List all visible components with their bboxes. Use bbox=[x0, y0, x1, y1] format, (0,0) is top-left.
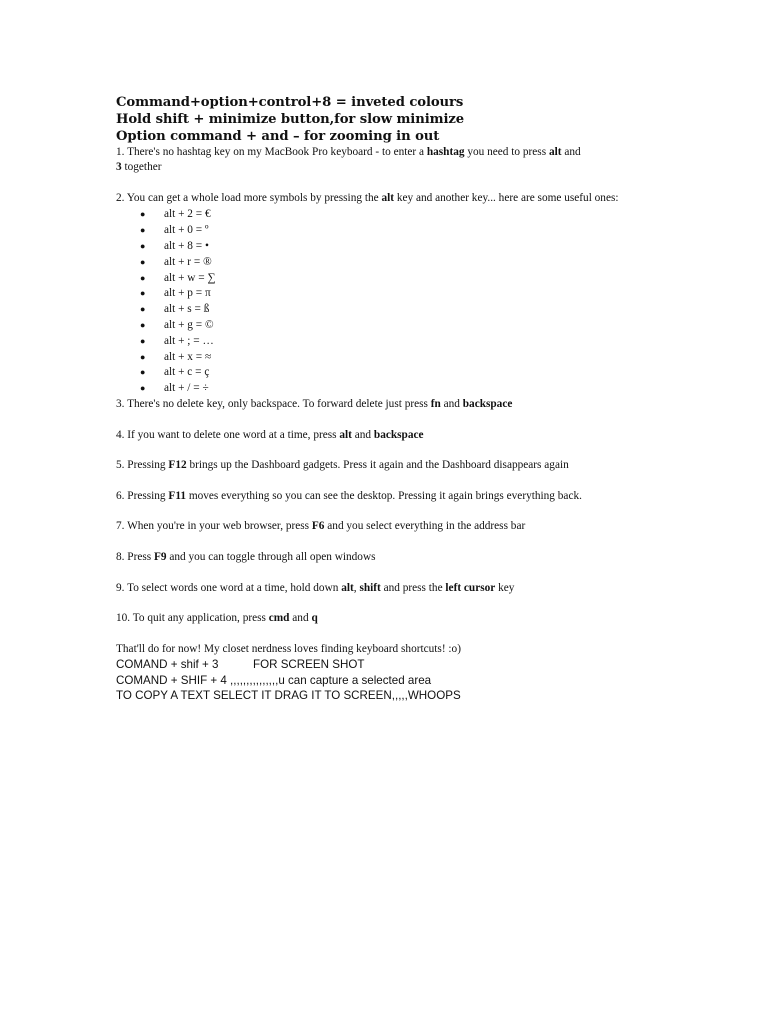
list-item: ● alt + g = © bbox=[116, 318, 656, 334]
bullet-icon: ● bbox=[140, 272, 146, 283]
note-screenshot: COMAND + shif + 3 FOR SCREEN SHOT bbox=[116, 658, 365, 672]
bullet-icon: ● bbox=[140, 256, 146, 267]
tip-8-windows: 8. Press F9 and you can toggle through all open windows bbox=[116, 550, 376, 563]
note-copy-text: TO COPY A TEXT SELECT IT DRAG IT TO SCREEN,,,,,WHOOPS bbox=[116, 688, 461, 702]
list-item: ● alt + / = ÷ bbox=[116, 381, 656, 397]
tip-1-hashtag: 1. There's no hashtag key on my MacBook Pro keyboard - to enter a hashtag you need to press alt and 3 together bbox=[116, 146, 581, 174]
tip-6-desktop: 6. Pressing F11 moves everything so you can see the desktop. Pressing it again brings everything back. bbox=[116, 489, 582, 502]
heading-zoom: Option command + and – for zooming in out bbox=[116, 129, 440, 144]
tip-9-select-words: 9. To select words one word at a time, hold down alt, shift and press the left cursor key bbox=[116, 581, 515, 594]
bullet-icon: ● bbox=[140, 319, 146, 330]
heading-block bbox=[116, 94, 656, 145]
bullet-icon: ● bbox=[140, 288, 146, 299]
bullet-icon: ● bbox=[140, 241, 146, 251]
heading-slow-minimize: Hold shift + minimize button,for slow minimize bbox=[116, 112, 465, 127]
bullet-icon: ● bbox=[140, 304, 146, 315]
tip-4-delete-word: 4. If you want to delete one word at a time, press alt and backspace bbox=[116, 428, 424, 441]
document-body bbox=[116, 94, 656, 703]
symbol-list bbox=[116, 207, 656, 397]
bullet-icon: ● bbox=[140, 351, 146, 362]
bullet-icon: ● bbox=[140, 225, 146, 236]
list-item: ● alt + 0 = º bbox=[116, 223, 656, 239]
bullet-icon: ● bbox=[140, 367, 146, 378]
bullet-icon: ● bbox=[140, 335, 146, 346]
list-item: ● alt + w = ∑ bbox=[116, 271, 656, 287]
list-item: ● alt + x = ≈ bbox=[116, 350, 656, 366]
note-capture-area: COMAND + SHIF + 4 ,,,,,,,,,,,,,,,u can capture a selected area bbox=[116, 673, 432, 687]
bullet-icon: ● bbox=[140, 209, 146, 220]
list-item: ● alt + c = ç bbox=[116, 365, 656, 381]
tip-10-quit: 10. To quit any application, press cmd and q bbox=[116, 612, 318, 625]
bullet-icon: ● bbox=[140, 383, 146, 394]
list-item: ● alt + p = π bbox=[116, 286, 656, 302]
closing-text: That'll do for now! My closet nerdness loves finding keyboard shortcuts! :o) bbox=[116, 642, 461, 655]
tip-7-address-bar: 7. When you're in your web browser, press F6 and you select everything in the address bar bbox=[116, 520, 526, 533]
heading-inverted-colours: Command+option+control+8 = inveted colours bbox=[116, 95, 464, 110]
list-item: ● alt + s = ß bbox=[116, 302, 656, 318]
tip-3-forward-delete: 3. There's no delete key, only backspace. To forward delete just press fn and backspace bbox=[116, 397, 513, 410]
list-item: ● alt + r = ® bbox=[116, 255, 656, 271]
list-item: ● alt + 2 = € bbox=[116, 207, 656, 223]
notes-block bbox=[116, 657, 656, 703]
list-item: ● alt + 8 = • bbox=[116, 239, 656, 255]
list-item: ● alt + ; = … bbox=[116, 334, 656, 350]
tip-5-dashboard: 5. Pressing F12 brings up the Dashboard gadgets. Press it again and the Dashboard disappears again bbox=[116, 459, 569, 472]
tip-2-symbols: 2. You can get a whole load more symbols by pressing the alt key and another key... here are some useful ones: bbox=[116, 192, 619, 204]
